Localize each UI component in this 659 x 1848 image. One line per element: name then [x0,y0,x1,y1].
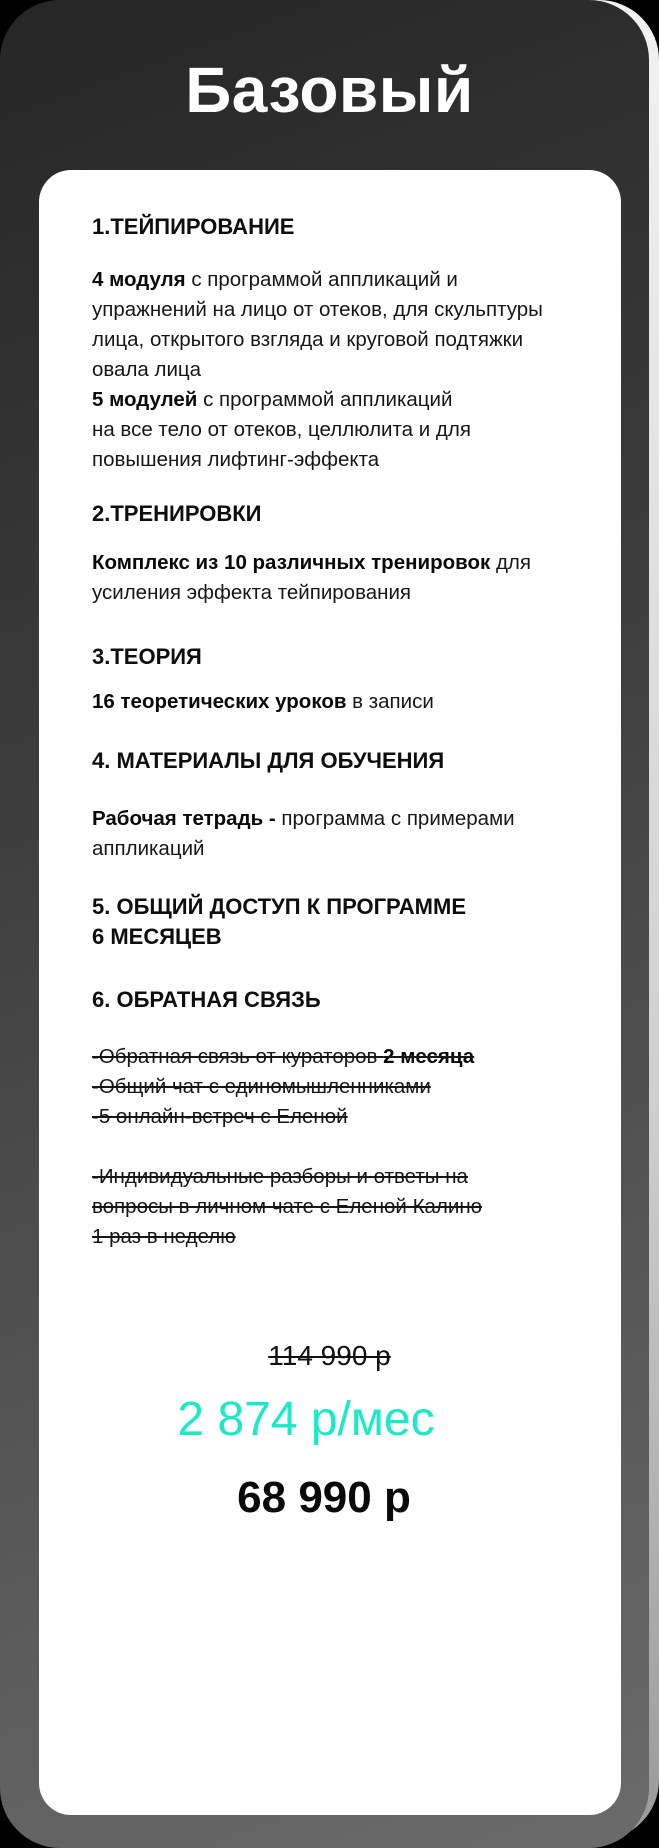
section-heading-materials: 4. МАТЕРИАЛЫ ДЛЯ ОБУЧЕНИЯ [92,748,445,773]
section-heading-access-duration: 6 МЕСЯЦЕВ [92,924,222,949]
feature-highlight: 2 месяца [383,1045,475,1068]
feature-line [92,804,515,834]
feature-text: -Обратная связь от кураторов [92,1045,384,1068]
feature-line: лица, открытого взгляда и круговой подтяжки [92,328,524,351]
section-heading-taping: 1.ТЕЙПИРОВАНИЕ [92,214,295,239]
unavailable-feature-line: вопросы в личном чате с Еленой Калино [92,1195,483,1218]
unavailable-feature-line: 1 раз в неделю [92,1225,236,1248]
feature-text: в записи [346,690,434,713]
feature-line: упражнений на лицо от отеков, для скульптуры [92,298,543,321]
unavailable-feature-line: -Общий чат с единомышленниками [92,1075,431,1098]
feature-line [92,265,458,295]
feature-line [92,385,452,415]
feature-line: аппликаций [92,837,205,860]
feature-line: усиления эффекта тейпирования [92,581,412,604]
feature-line [92,548,531,578]
feature-text: для [490,551,531,574]
section-heading-theory: 3.ТЕОРИЯ [92,644,202,669]
feature-line: овала лица [92,358,202,381]
unavailable-feature-line [92,1042,474,1072]
unavailable-feature-line: -Индивидуальные разборы и ответы на [92,1165,468,1188]
feature-highlight: 4 модуля [92,268,186,291]
old-price: 114 990 р [268,1340,391,1371]
feature-text: программа с примерами [275,807,515,830]
section-heading-access: 5. ОБЩИЙ ДОСТУП К ПРОГРАММЕ [92,894,466,919]
feature-highlight: 5 модулей [92,388,198,411]
feature-line: на все тело от отеков, целлюлита и для [92,418,471,441]
feature-highlight: 16 теоретических уроков [92,690,347,713]
plan-title: Базовый [185,54,474,126]
feature-line [92,687,434,717]
unavailable-feature-line: -5 онлайн-встреч с Еленой [92,1105,348,1128]
section-heading-feedback: 6. ОБРАТНАЯ СВЯЗЬ [92,987,321,1012]
section-heading-trainings: 2.ТРЕНИРОВКИ [92,501,262,526]
monthly-price: 2 874 р/мес [177,1393,435,1446]
total-price: 68 990 р [237,1473,411,1522]
feature-text: с программой аппликаций [197,388,453,411]
feature-line: повышения лифтинг-эффекта [92,448,380,471]
feature-highlight: Комплекс из 10 различных тренировок [92,551,491,574]
feature-highlight: Рабочая тетрадь - [92,807,276,830]
feature-text: с программой аппликаций и [185,268,458,291]
